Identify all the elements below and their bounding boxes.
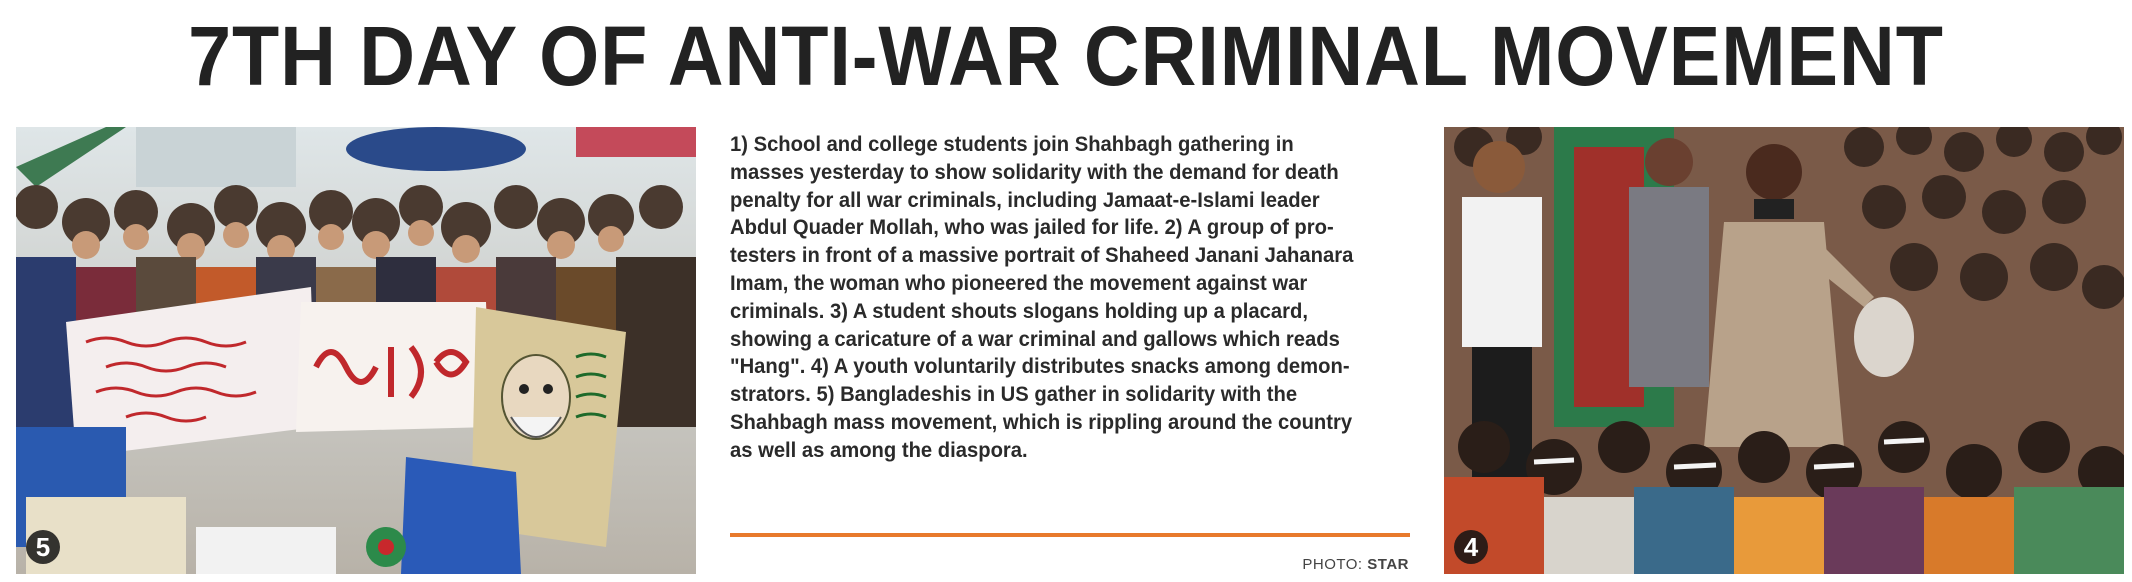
protest-banner-image: [16, 127, 696, 574]
photo-caption: 1) School and college students join Shahbagh gathering in masses yesterday to show solidarity with the demand for death penalty for all war criminals, including Jamaat-e-Islami leader Abdul Quader Mollah, who was jailed for life. 2) A group of pro- testers in front of a massive portrait of Shaheed Janani Jahanara Imam, the woman who pioneered the movement against war criminals. 3) A student shouts slogans holding up a placard, showing a caricature of a war criminal and gallows which reads "Hang". 4) A youth voluntarily distributes snacks among demon- strators. 5) Bangladeshis in US gather in solidarity with the Shahbagh mass movement, which is rippling around the country as well as among the diaspora.: [730, 132, 1354, 462]
crowd-snacks-photo: [1444, 127, 2124, 574]
crowd-snacks-image: [1444, 127, 2124, 574]
orange-divider: [730, 533, 1410, 537]
photo-credit: [1302, 556, 1409, 573]
photo-number-badge: 4: [1454, 530, 1488, 564]
headline: 7TH DAY OF ANTI-WAR CRIMINAL MOVEMENT: [188, 9, 1944, 103]
photo-credit-label: PHOTO:: [1302, 556, 1363, 573]
photo-credit-source: STAR: [1367, 556, 1409, 573]
photo-number-badge: 5: [26, 530, 60, 564]
protest-banner-photo: [16, 127, 696, 574]
